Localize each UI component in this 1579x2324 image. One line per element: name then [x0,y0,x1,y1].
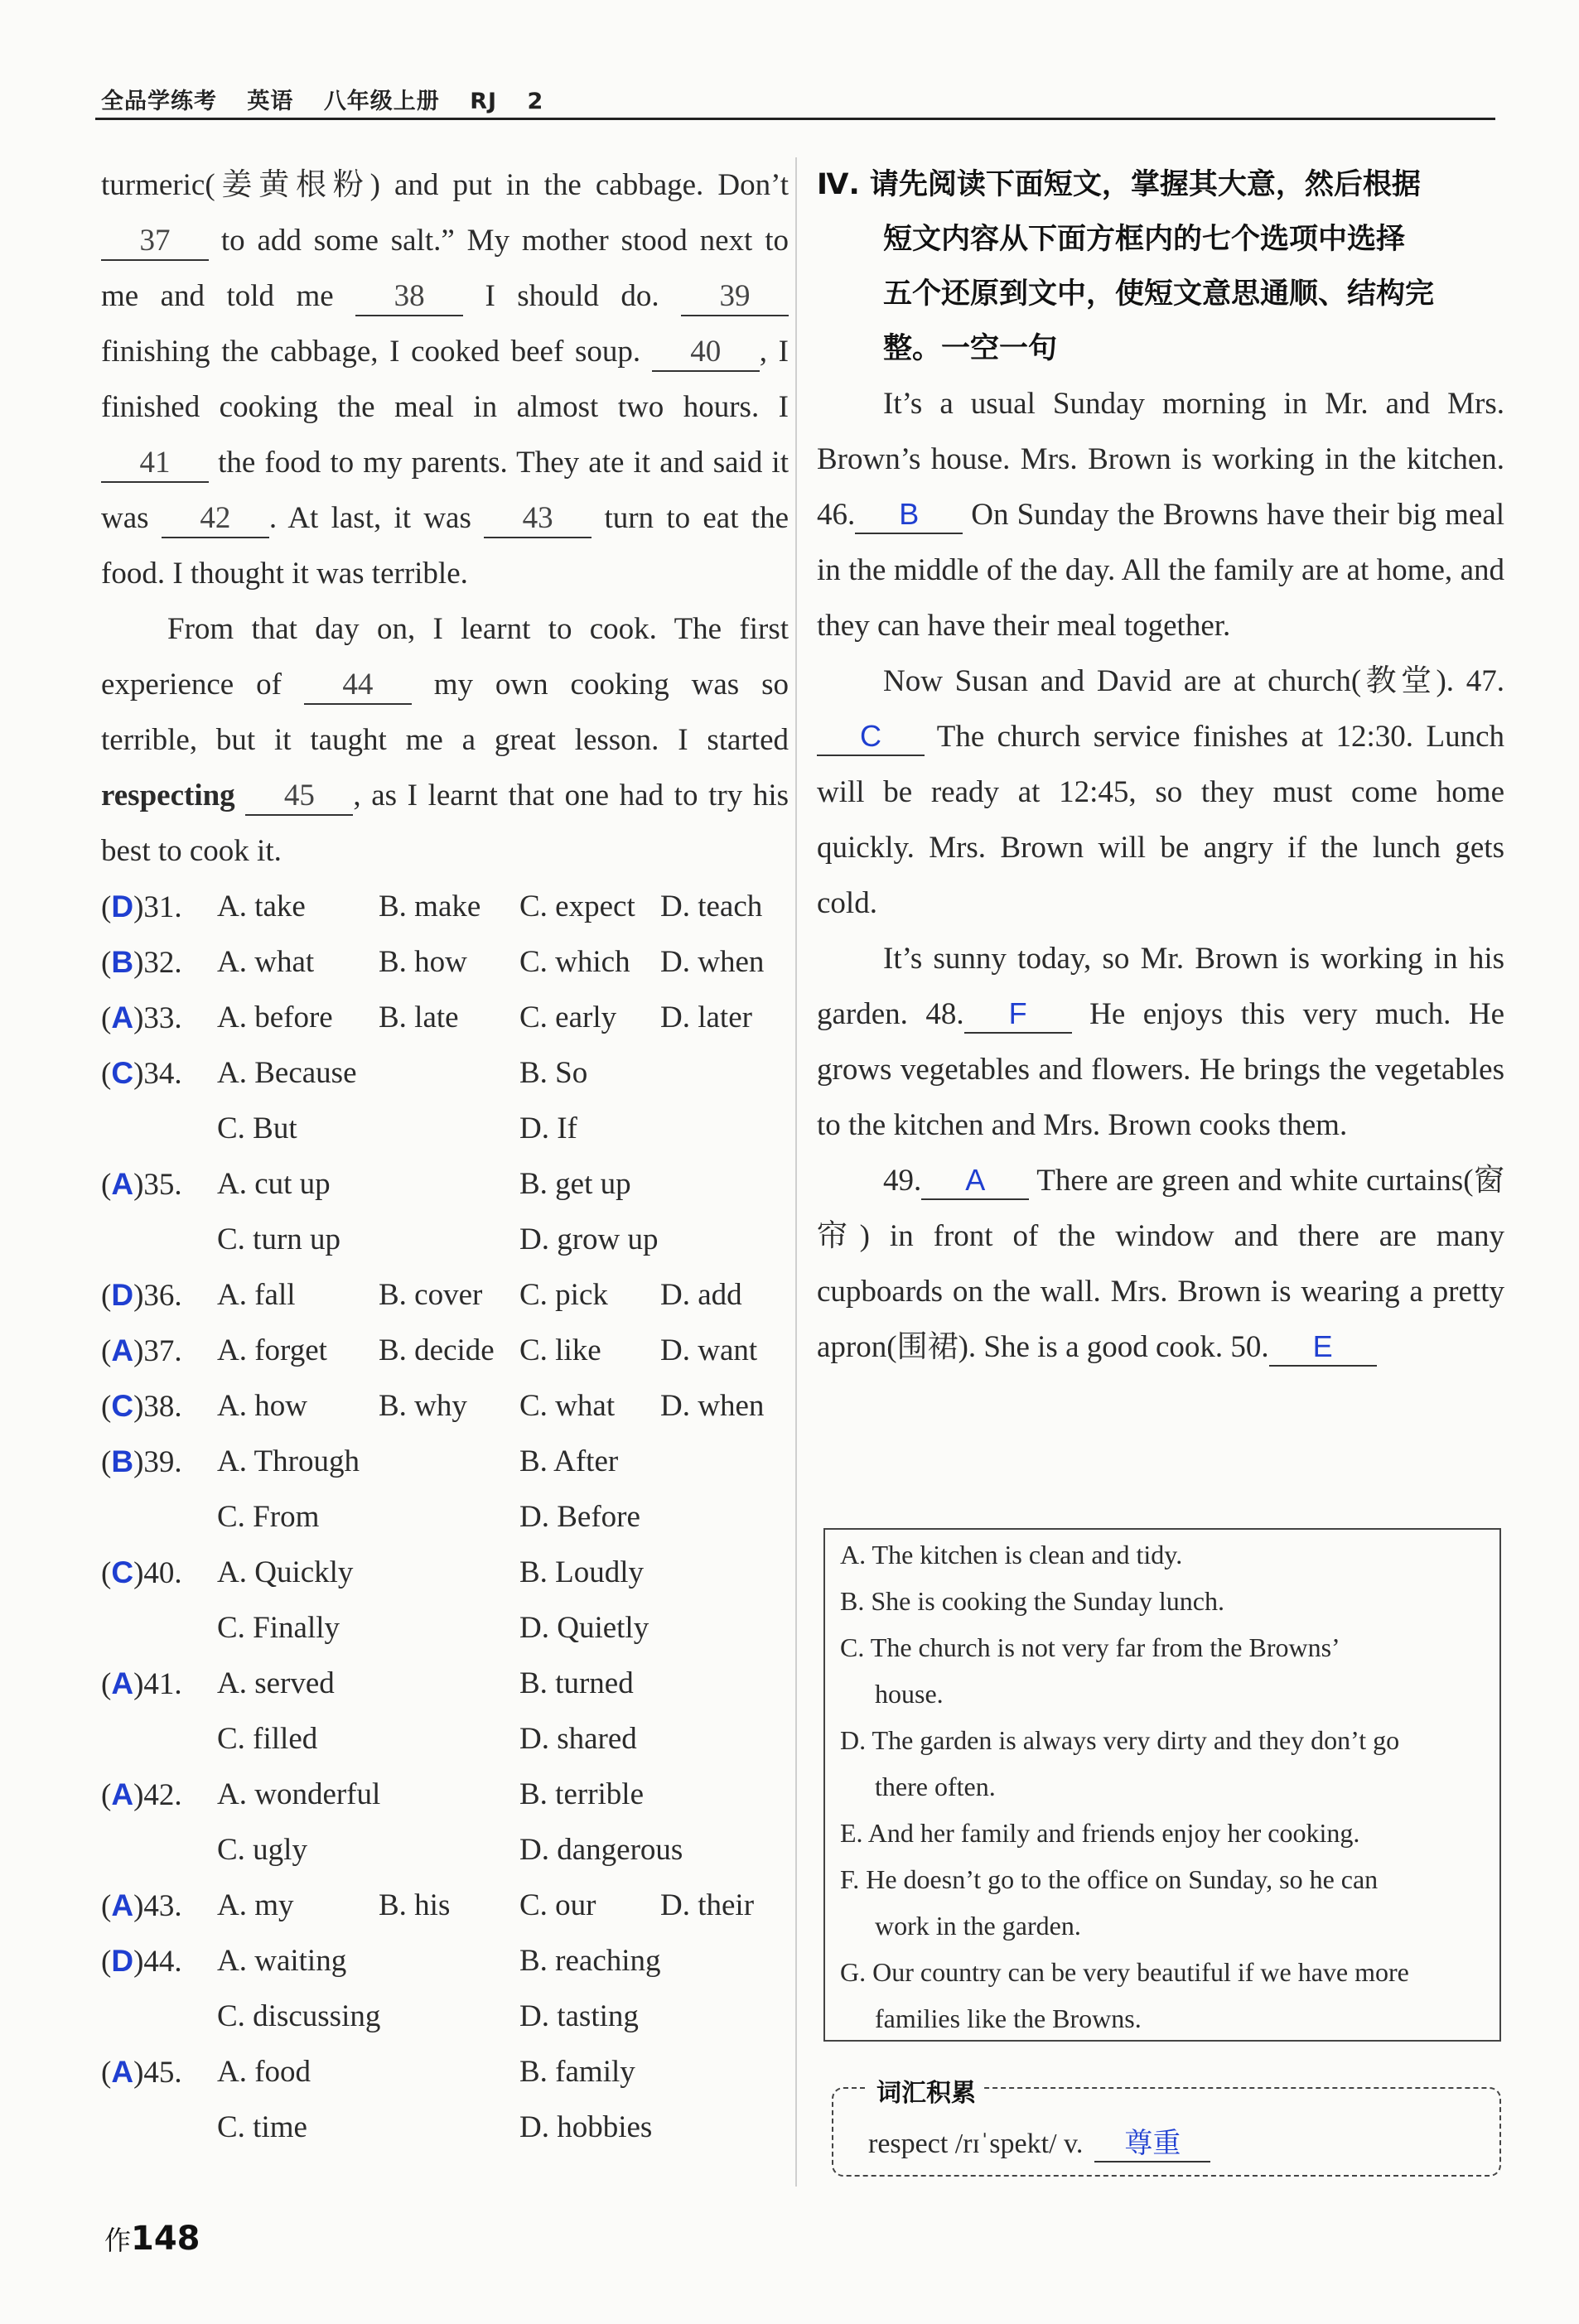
option-f: F. He doesn’t go to the office on Sunday, so he can [840,1864,1379,1894]
question-41-cont: C. filled D. shared [217,1722,637,1756]
option-d-cont: there often. [875,1772,996,1801]
answer-choice: D [111,890,134,923]
page-header [101,83,565,115]
section-4-title-line: 短文内容从下面方框内的七个选项中选择 [883,223,1406,256]
vocab-entry [868,2120,1210,2162]
answer-choice: A [111,2055,134,2089]
answer-50: E [1269,1328,1377,1367]
question-35: (A)35. A. cut up B. get up [101,1167,631,1202]
bold-word: respecting [101,779,235,812]
section-4-paragraph-4: 49. A There are green and white curtains(窗帘) in front of the window and there are many cupboards on the wall. Mrs. Brown is wearing a pretty apron(围裙). She is a good cook. 50. E [817,1153,1504,1375]
question-43: (A)43. A. my B. his C. our D. their [101,1888,755,1923]
answer-choice: A [111,1777,134,1811]
question-41: (A)41. A. served B. turned [101,1666,634,1701]
page-prefix: 作 [104,2225,132,2256]
passage-paragraph-1: turmeric(姜黄根粉) and put in the cabbage. Don’t 37 to add some salt.” My mother stood next to me and told me 38 I should do. 39 finishing the cabbage, I cooked beef soup. 40 , I finished cooking the meal in almost two hours. I 41 the food to my parents. They ate it and said it was 42 . At last, it was 43 turn to eat the food. I thought it was terrible. [101,168,789,591]
blank-41: 41 [101,445,209,483]
section-4-paragraph-1: It’s a usual Sunday morning in Mr. and Mrs. Brown’s house. Mrs. Brown is working in the kitchen. 46. B On Sunday the Browns have their big meal in the middle of the day. All the family are at home, and they can have their meal together. [817,387,1504,643]
option-g-cont: families like the Browns. [875,2003,1142,2033]
question-45: (A)45. A. food B. family [101,2055,635,2090]
option-f-cont: work in the garden. [875,1911,1081,1941]
option-c: C. The church is not very far from the Browns’ [840,1632,1340,1662]
answer-choice: A [111,1333,134,1367]
blank-40: 40 [652,334,760,372]
answer-choice: C [111,1555,134,1589]
option-e: E. And her family and friends enjoy her cooking. [840,1818,1360,1848]
answer-choice: A [111,1000,134,1034]
blank-39: 39 [681,278,789,316]
question-33: (A)33. A. before B. late C. early D. later [101,1000,752,1035]
answer-choice: B [111,945,134,979]
blank-45: 45 [245,778,353,816]
header-rule [95,118,1495,120]
column-divider [795,157,797,2187]
section-4-paragraph-2: Now Susan and David are at church(教堂). 47.C The church service finishes at 12:30. Lunch will be ready at 12:45, so they must come home quickly. Mrs. Brown will be angry if the lunch gets cold. [817,664,1504,920]
answer-choice: C [111,1389,134,1423]
answer-48: F [964,996,1072,1034]
answer-46: B [855,496,963,534]
question-42: (A)42. A. wonderful B. terrible [101,1777,645,1812]
answer-choice: B [111,1444,134,1478]
vocab-title: 词汇积累 [868,2072,984,2109]
vocab-box [832,2079,1501,2177]
question-36: (D)36. A. fall B. cover C. pick D. add [101,1278,742,1313]
question-32: (B)32. A. what B. how C. which D. when [101,945,765,980]
question-38: (C)38. A. how B. why C. what D. when [101,1389,765,1424]
answer-choice: A [111,1167,134,1201]
vocab-word: respect /rɪˈspekt/ v. [868,2129,1084,2159]
subject: 英语 [247,89,294,114]
book-title: 全品学练考 [101,89,217,114]
question-37: (A)37. A. forget B. decide C. like D. want [101,1333,758,1368]
passage-paragraph-2: From that day on, I learnt to cook. The first experience of 44 my own cooking was so terrible, but it taught me a great lesson. I started respecting 45 , as I learnt that one had to try his best to cook it. [101,612,789,868]
question-40-cont: C. Finally D. Quietly [217,1611,649,1645]
question-45-cont: C. time D. hobbies [217,2110,653,2144]
option-d: D. The garden is always very dirty and they don’t go [840,1725,1400,1755]
answer-choice: C [111,1056,134,1090]
question-40: (C)40. A. Quickly B. Loudly [101,1555,645,1590]
edition: RJ [470,89,498,114]
section-4-title-line: 五个还原到文中，使短文意思通顺、结构完 [883,277,1435,311]
blank-43: 43 [484,500,592,538]
answer-47: C [817,718,925,756]
option-b: B. She is cooking the Sunday lunch. [840,1586,1224,1616]
blank-37: 37 [101,223,209,261]
grade: 八年级上册 [323,89,440,114]
answer-choice: A [111,1888,134,1922]
blank-42: 42 [162,500,269,538]
right-column [817,157,1504,1375]
answer-choice: A [111,1666,134,1700]
question-44: (D)44. A. waiting B. reaching [101,1944,661,1979]
left-column [101,157,789,2155]
question-31: (D)31. A. take B. make C. expect D. teach [101,890,763,924]
option-g: G. Our country can be very beautiful if we have more [840,1957,1409,1987]
section-4-title-line: 整。一空一句 [883,332,1058,365]
option-c-cont: house. [875,1679,944,1709]
question-34: (C)34. A. Because B. So [101,1056,588,1091]
question-35-cont: C. turn up D. grow up [217,1222,659,1256]
question-list [101,879,789,2155]
option-a: A. The kitchen is clean and tidy. [840,1540,1183,1569]
options-box [823,1528,1501,2042]
blank-44: 44 [304,667,412,705]
answer-choice: D [111,1944,134,1978]
question-39: (B)39. A. Through B. After [101,1444,619,1479]
page-number [104,2220,200,2258]
answer-choice: D [111,1278,134,1312]
section-4-title: Ⅳ. 请先阅读下面短文，掌握其大意，然后根据 [817,168,1421,201]
answer-49: A [921,1162,1029,1200]
volume: 2 [527,89,544,114]
vocab-answer: 尊重 [1094,2120,1210,2162]
question-34-cont: C. But D. If [217,1111,577,1145]
section-4-paragraph-3: It’s sunny today, so Mr. Brown is working in his garden. 48. F He enjoys this very much. He grows vegetables and flowers. He brings the vegetables to the kitchen and Mrs. Brown cooks them. [817,942,1504,1142]
question-39-cont: C. From D. Before [217,1500,640,1534]
question-44-cont: C. discussing D. tasting [217,1999,639,2033]
question-42-cont: C. ugly D. dangerous [217,1833,683,1867]
page-num-value: 148 [131,2220,200,2258]
blank-38: 38 [355,278,463,316]
